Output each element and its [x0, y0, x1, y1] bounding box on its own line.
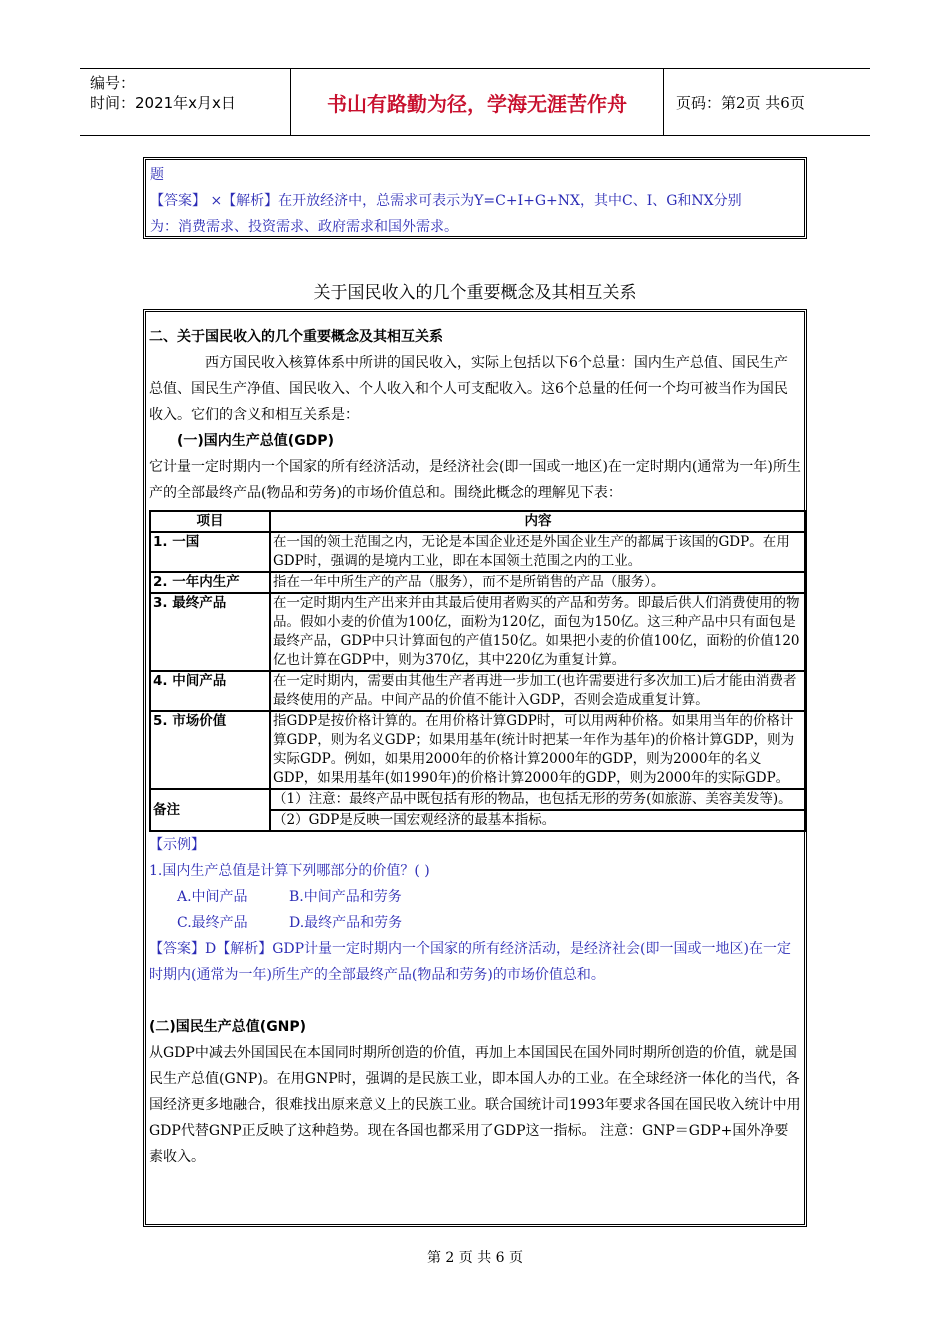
answer-box-line: 为：消费需求、投资需求、政府需求和国外需求。: [150, 219, 458, 235]
option-d: D.最终产品和劳务: [289, 915, 403, 931]
section-title: 关于国民收入的几个重要概念及其相互关系: [313, 283, 637, 303]
row-item: 1. 一国: [150, 532, 270, 572]
time-label: 时间：2021年x月x日: [90, 94, 236, 112]
table-row: [150, 572, 806, 593]
table-row-note: [150, 789, 806, 810]
row-content: 指GDP是按价格计算的。在用价格计算GDP时，可以用两种价格。如果用当年的价格计算GDP，则为名义GDP；如果用基年(统计时把某一年作为基年)的价格计算GDP，则为实际GDP。例如，如果用2000年的价格计算2000年的GDP，则为2000年的名义GDP，如果用基年(如1990年)的价格计算2000年的GDP，则为2000年的实际GDP。: [270, 711, 806, 789]
col-header-item: 项目: [150, 511, 270, 532]
intro-paragraph: 西方国民收入核算体系中所讲的国民收入，实际上包括以下6个总量：国内生产总值、国民生产总值、国民生产净值、国民收入、个人收入和个人可支配收入。这6个总量的任何一个均可被当作为国民收入。它们的含义和相互关系是：: [149, 355, 788, 423]
answer-box: [143, 157, 807, 239]
gnp-heading: (二)国民生产总值(GNP): [149, 1019, 307, 1035]
number-label: 编号：: [90, 74, 136, 92]
options-row-1: [149, 884, 801, 910]
table-header-row: [150, 511, 806, 532]
example-section: [149, 832, 801, 988]
page-footer: 第 2 页 共 6 页: [426, 1250, 524, 1266]
gdp-table: [149, 510, 807, 832]
note-1: （1）注意：最终产品中既包括有形的物品，也包括无形的劳务(如旅游、美容美发等)。: [270, 789, 806, 810]
example-answer: 【答案】D【解析】GDP计量一定时期内一个国家的所有经济活动，是经济社会(即一国或一地区)在一定时期内(通常为一年)所生产的全部最终产品(物品和劳务)的市场价值总和。: [149, 941, 791, 983]
row-item: 2. 一年内生产: [150, 572, 270, 593]
row-content: 在一定时期内，需要由其他生产者再进一步加工(也许需要进行多次加工)后才能由消费者最终使用的产品。中间产品的价值不能计入GDP，否则会造成重复计算。: [270, 671, 806, 711]
options-row-2: [149, 910, 801, 936]
row-content: 在一国的领土范围之内，无论是本国企业还是外国企业生产的都属于该国的GDP。在用GDP时，强调的是境内工业，即在本国领土范围之内的工业。: [270, 532, 806, 572]
example-label: 【示例】: [149, 837, 205, 853]
option-b: B.中间产品和劳务: [289, 889, 402, 905]
col-header-content: 内容: [270, 511, 806, 532]
table-row: [150, 671, 806, 711]
row-item: 3. 最终产品: [150, 593, 270, 671]
header-meta: [80, 69, 291, 135]
example-question: 1.国内生产总值是计算下列哪部分的价值？( ): [149, 863, 430, 879]
option-a: A.中间产品: [177, 889, 248, 905]
row-content: 指在一年中所生产的产品（服务），而不是所销售的产品（服务）。: [270, 572, 806, 593]
table-row: [150, 532, 806, 572]
gnp-description: 从GDP中减去外国国民在本国同时期所创造的价值，再加上本国国民在国外同时期所创造的价值，就是国民生产总值(GNP)。在用GNP时，强调的是民族工业，即本国人办的工业。在全球经济一体化的当代，各国经济更多地融合，很难找出原来意义上的民族工业。联合国统计司1993年要求各国在国民收入统计中用GDP代替GNP正反映了这种趋势。现在各国也都采用了GDP这一指标。 注意：GNP＝GDP+国外净要素收入。: [149, 1045, 801, 1165]
answer-box-line: 题: [150, 167, 164, 183]
row-item: 5. 市场价值: [150, 711, 270, 789]
table-row: [150, 593, 806, 671]
row-content: 在一定时期内生产出来并由其最后使用者购买的产品和劳务。即最后供人们消费使用的物品。假如小麦的价值为100亿，面粉为120亿，面包为150亿。这三种产品中只有面包是最终产品，GDP中只计算面包的产值150亿。如果把小麦的价值100亿，面粉的价值120亿也计算在GDP中，则为370亿，其中220亿为重复计算。: [270, 593, 806, 671]
main-content-box: [143, 309, 807, 1227]
main-heading: 二、关于国民收入的几个重要概念及其相互关系: [149, 329, 443, 345]
page-header: [80, 68, 870, 136]
gdp-description: 它计量一定时期内一个国家的所有经济活动，是经济社会(即一国或一地区)在一定时期内(通常为一年)所生产的全部最终产品(物品和劳务)的市场价值总和。围绕此概念的理解见下表：: [149, 459, 801, 501]
header-motto: 书山有路勤为径，学海无涯苦作舟: [291, 69, 664, 135]
answer-box-line: 【答案】 ×【解析】在开放经济中，总需求可表示为Y=C+I+G+NX，其中C、I、G和NX分别: [150, 193, 742, 209]
note-2: （2）GDP是反映一国宏观经济的最基本指标。: [270, 810, 806, 831]
option-c: C.最终产品: [177, 915, 248, 931]
header-page-info: 页码：第2页 共6页: [676, 93, 805, 112]
row-item: 4. 中间产品: [150, 671, 270, 711]
table-row: [150, 711, 806, 789]
gdp-heading: (一)国内生产总值(GDP): [177, 433, 334, 449]
note-label: 备注: [150, 789, 270, 831]
